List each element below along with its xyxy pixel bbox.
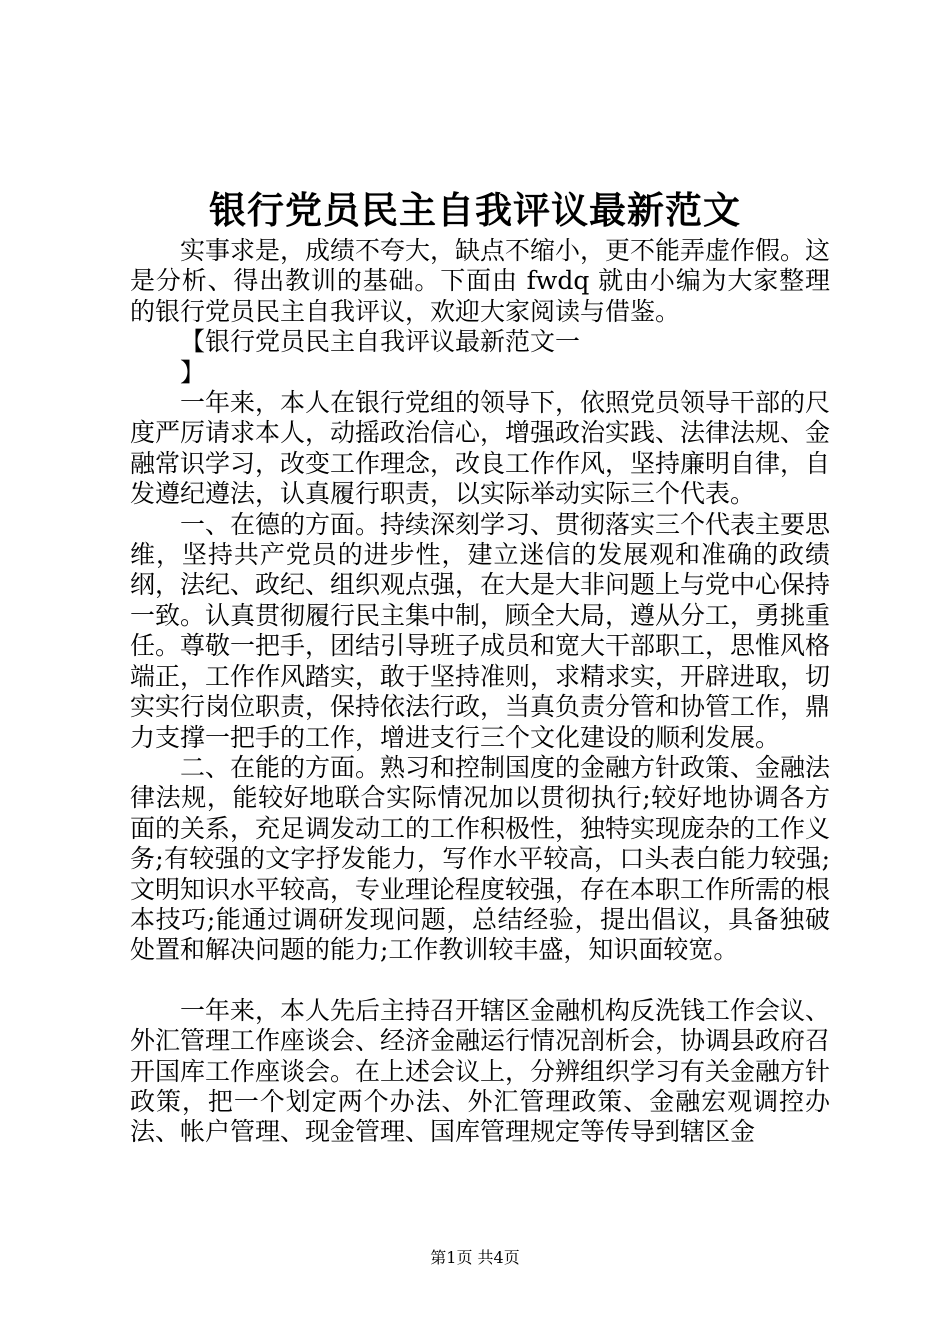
- paragraph-intro: 实事求是，成绩不夸大，缺点不缩小，更不能弄虚作假。这是分析、得出教训的基础。下面由 fwdq 就由小编为大家整理的银行党员民主自我评议，欢迎大家阅读与借鉴。: [130, 236, 831, 326]
- document-body: [130, 236, 830, 1148]
- paragraph-meetings: 一年来，本人先后主持召开辖区金融机构反洗钱工作会议、外汇管理工作座谈会、经济金融运行情况剖析会，协调县政府召开国库工作座谈会。在上述会议上，分辨组织学习有关金融方针政策，把一个划定两个办法、外汇管理政策、金融宏观调控办法、帐户管理、现金管理、国库管理规定等传导到辖区金: [130, 995, 831, 1147]
- paragraph-morality: 一、在德的方面。持续深刻学习、贯彻落实三个代表主要思维，坚持共产党员的进步性，建立迷信的发展观和准确的政绩纲，法纪、政纪、组织观点强，在大是大非问题上与党中心保持一致。认真贯彻履行民主集中制，顾全大局，遵从分工，勇挑重任。尊敬一把手，团结引导班子成员和宽大干部职工，思惟风格端正，工作作风踏实，敢于坚持准则，求精求实，开辟进取，切实实行岗位职责，保持依法行政，当真负责分管和协管工作，鼎力支撑一把手的工作，增进支行三个文化建设的顺利发展。: [130, 509, 831, 752]
- paragraph-overview: 一年来，本人在银行党组的领导下，依照党员领导干部的尺度严厉请求本人，动摇政治信心，增强政治实践、法律法规、金融常识学习，改变工作理念，改良工作作风，坚持廉明自律，自发遵纪遵法，认真履行职责，以实际举动实际三个代表。: [130, 388, 831, 509]
- page-footer: 第1页 共4页: [430, 1248, 520, 1267]
- paragraph-section-heading: 【银行党员民主自我评议最新范文一: [180, 327, 581, 357]
- paragraph-section-heading-close: 】: [180, 357, 206, 387]
- paragraph-ability: 二、在能的方面。熟习和控制国度的金融方针政策、金融法律法规，能较好地联合实际情况加以贯彻执行;较好地协调各方面的关系，充足调发动工的工作积极性，独特实现庞杂的工作义务;有较强的文字抒发能力，写作水平较高，口头表白能力较强;文明知识水平较高，专业理论程度较强，存在本职工作所需的根本技巧;能通过调研发现问题，总结经验，提出倡议，具备独破处置和解决问题的能力;工作教训较丰盛，知识面较宽。: [130, 752, 831, 965]
- document-title: 银行党员民主自我评议最新范文: [209, 188, 741, 232]
